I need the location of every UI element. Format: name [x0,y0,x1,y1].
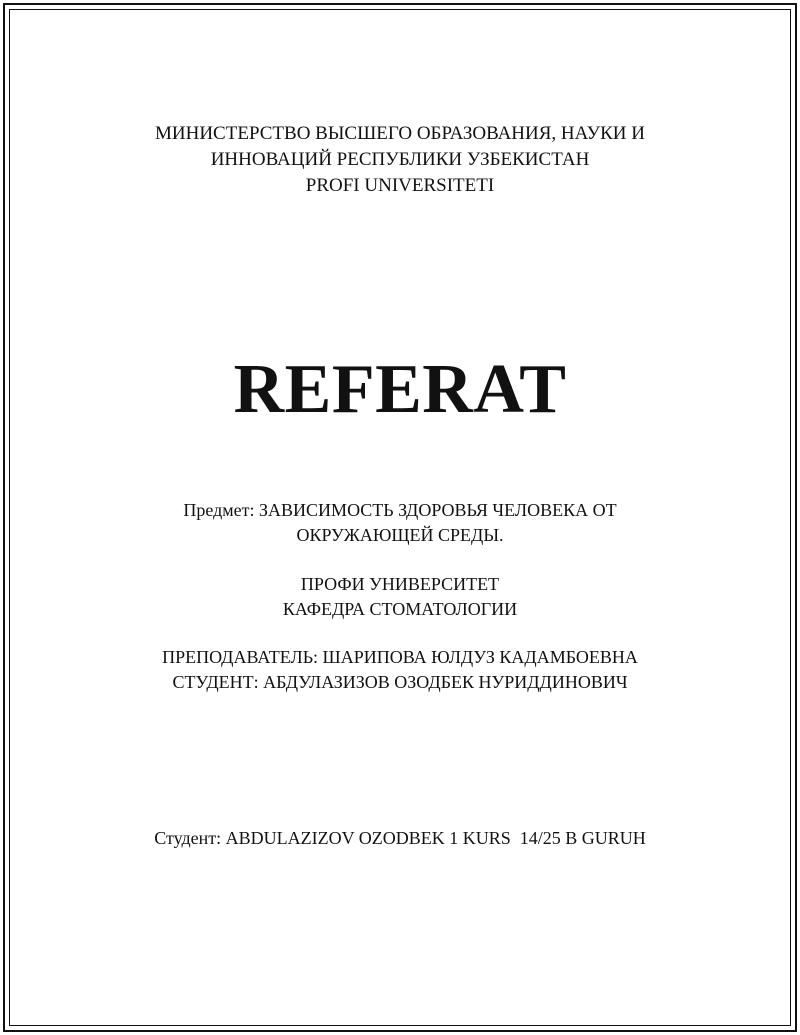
ministry-line-2: ИННОВАЦИЙ РЕСПУБЛИКИ УЗБЕКИСТАН [210,149,590,170]
teacher-line: ПРЕПОДАВАТЕЛЬ: ШАРИПОВА ЮЛДУЗ КАДАМБОЕВНА [162,647,638,667]
people-block [0,645,800,695]
subject-line-2: ОКРУЖАЮЩЕЙ СРЕДЫ. [296,525,504,545]
university-name: PROFI UNIVERSITETI [305,175,495,196]
department-block [0,572,800,622]
department-label: КАФЕДРА СТОМАТОЛОГИИ [282,599,518,619]
subject-block [0,498,800,548]
ministry-header [0,121,800,199]
university-label: ПРОФИ УНИВЕРСИТЕТ [300,574,500,594]
ministry-line-1: МИНИСТЕРСТВО ВЫСШЕГО ОБРАЗОВАНИЯ, НАУКИ И [155,123,645,144]
footer-block [0,826,800,851]
document-title: REFERAT [233,351,567,428]
document-title-block [0,348,800,432]
subject-line-1: Предмет: ЗАВИСИМОСТЬ ЗДОРОВЬЯ ЧЕЛОВЕКА ОТ [183,500,617,520]
footer-student-line: Студент: ABDULAZIZOV OZODBEK 1 KURS 14/25 B GURUH [154,828,646,848]
student-line: СТУДЕНТ: АБДУЛАЗИЗОВ ОЗОДБЕК НУРИДДИНОВИЧ [172,672,628,692]
